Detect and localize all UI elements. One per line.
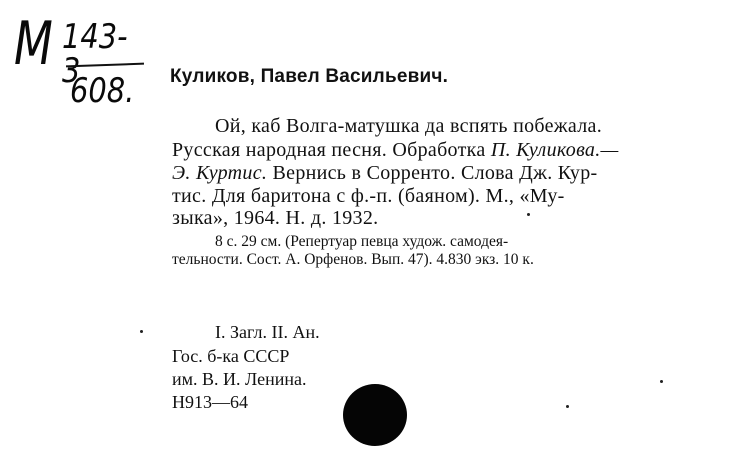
shelfmark	[8, 10, 148, 110]
shelfmark-letter: М	[14, 9, 53, 79]
shelfmark-top: 143-3	[62, 17, 128, 91]
title-line-2-text: Русская народная песня. Обработка	[172, 139, 486, 161]
title-line-2-italic: П. Куликова.—	[490, 139, 619, 161]
speck	[140, 330, 143, 333]
punch-hole	[343, 384, 407, 446]
title-line-2	[172, 140, 619, 160]
title-line-3-italic: Э. Куртис.	[172, 162, 268, 184]
shelfmark-bottom: 608.	[70, 71, 135, 111]
title-line-4: тис. Для баритона с ф.-п. (баяном). М., «Му-	[172, 185, 565, 207]
title-line-5: зыка», 1964. Н. д. 1932.	[172, 207, 379, 229]
speck	[527, 213, 530, 216]
title-line-3-text: Вернись в Сорренто. Слова Дж. Кур-	[272, 162, 598, 184]
library-line-3: Н913—64	[172, 392, 248, 412]
speck	[660, 380, 663, 383]
collation-line-1: 8 с. 29 см. (Репертуар певца худож. самодея-	[215, 233, 509, 250]
speck	[566, 405, 569, 408]
tracing: I. Загл. II. Ан.	[215, 322, 320, 342]
author-heading: Куликов, Павел Васильевич.	[170, 66, 449, 87]
library-line-1: Гос. б-ка СССР	[172, 346, 290, 366]
title-line-3	[172, 163, 598, 183]
collation-line-2: тельности. Сост. А. Орфенов. Вып. 47). 4.830 экз. 10 к.	[172, 251, 534, 268]
title-line-1: Ой, каб Волга-матушка да вспять побежала.	[215, 115, 602, 137]
library-line-2: им. В. И. Ленина.	[172, 369, 307, 389]
